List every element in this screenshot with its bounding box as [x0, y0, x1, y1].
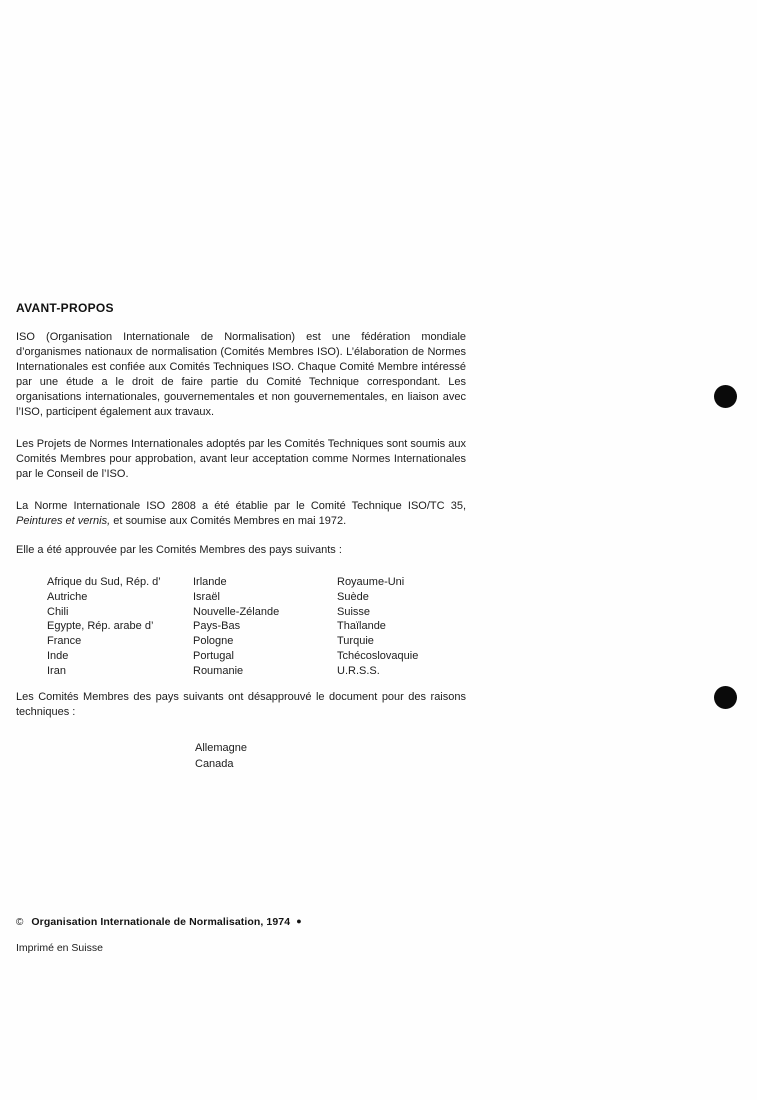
country-name: Roumanie: [193, 664, 244, 677]
country-name: Canada: [195, 757, 234, 770]
registration-dot-icon: [714, 686, 737, 709]
country-name: France: [47, 635, 82, 648]
registration-dot-icon: [714, 385, 737, 408]
paragraph-iso-intro: ISO (Organisation Internationale de Normalisation) est une fédération mondiale d’organismes nationaux de normalisation (Comités Membres ISO). L’élaboration de Normes Internationales est confiée aux Comités Techniques ISO. Chaque Comité Membre intéressé par une étude a le droit de faire partie du Comité Technique correspondant. Les organisations internationales, gouvernementales et non gouvernementales, en liaison avec l’ISO, participent également aux travaux.: [16, 331, 466, 418]
page-title: AVANT-PROPOS: [16, 301, 114, 315]
disapproved-countries-list: [195, 741, 247, 772]
country-name: Thaïlande: [337, 620, 386, 633]
standard-origin-pre: La Norme Internationale ISO 2808 a été établie par le Comité Technique ISO/TC 35,: [16, 500, 466, 512]
country-name: Nouvelle-Zélande: [193, 605, 280, 618]
country-name: Portugal: [193, 649, 234, 662]
country-name: Suisse: [337, 605, 371, 618]
country-name: Egypte, Rép. arabe d’: [47, 620, 154, 633]
country-name: Pologne: [193, 635, 234, 648]
country-name: Pays-Bas: [193, 620, 241, 633]
paragraph-approval-intro: Elle a été approuvée par les Comités Membres des pays suivants :: [16, 544, 342, 556]
country-name: Tchécoslovaquie: [337, 649, 419, 662]
copyright-line: [16, 916, 302, 928]
approved-countries-column-3: [337, 575, 418, 679]
country-name: Iran: [47, 664, 66, 677]
paragraph-draft-standards: Les Projets de Normes Internationales adoptés par les Comités Techniques sont soumis aux Comités Membres pour approbation, avant leur acceptation comme Normes Internationales par le Conseil de l’ISO.: [16, 438, 466, 480]
country-name: Suède: [337, 590, 369, 603]
country-name: Allemagne: [195, 742, 247, 754]
printed-in-note: Imprimé en Suisse: [16, 942, 103, 954]
country-name: Irlande: [193, 576, 227, 588]
paragraph-disapproval-intro: Les Comités Membres des pays suivants ont désapprouvé le document pour des raisons techniques :: [16, 691, 466, 718]
country-name: Turquie: [337, 635, 374, 648]
country-name: Chili: [47, 605, 69, 618]
country-name: U.R.S.S.: [337, 664, 380, 677]
approved-countries-column-2: [193, 575, 279, 679]
country-name: Autriche: [47, 590, 88, 603]
country-name: Afrique du Sud, Rép. d’: [47, 576, 161, 588]
copyright-text: Organisation Internationale de Normalisation, 1974: [31, 916, 291, 928]
bullet-dot-icon: ●: [296, 916, 302, 926]
copyright-icon: ©: [16, 917, 24, 928]
standard-origin-post: et soumise aux Comités Membres en mai 1972.: [110, 515, 347, 527]
country-name: Inde: [47, 649, 69, 662]
approved-countries-column-1: [47, 575, 161, 679]
standard-title-italic: Peintures et vernis,: [16, 515, 111, 527]
country-name: Israël: [193, 590, 220, 603]
country-name: Royaume-Uni: [337, 576, 405, 588]
paragraph-standard-origin: [16, 499, 466, 529]
